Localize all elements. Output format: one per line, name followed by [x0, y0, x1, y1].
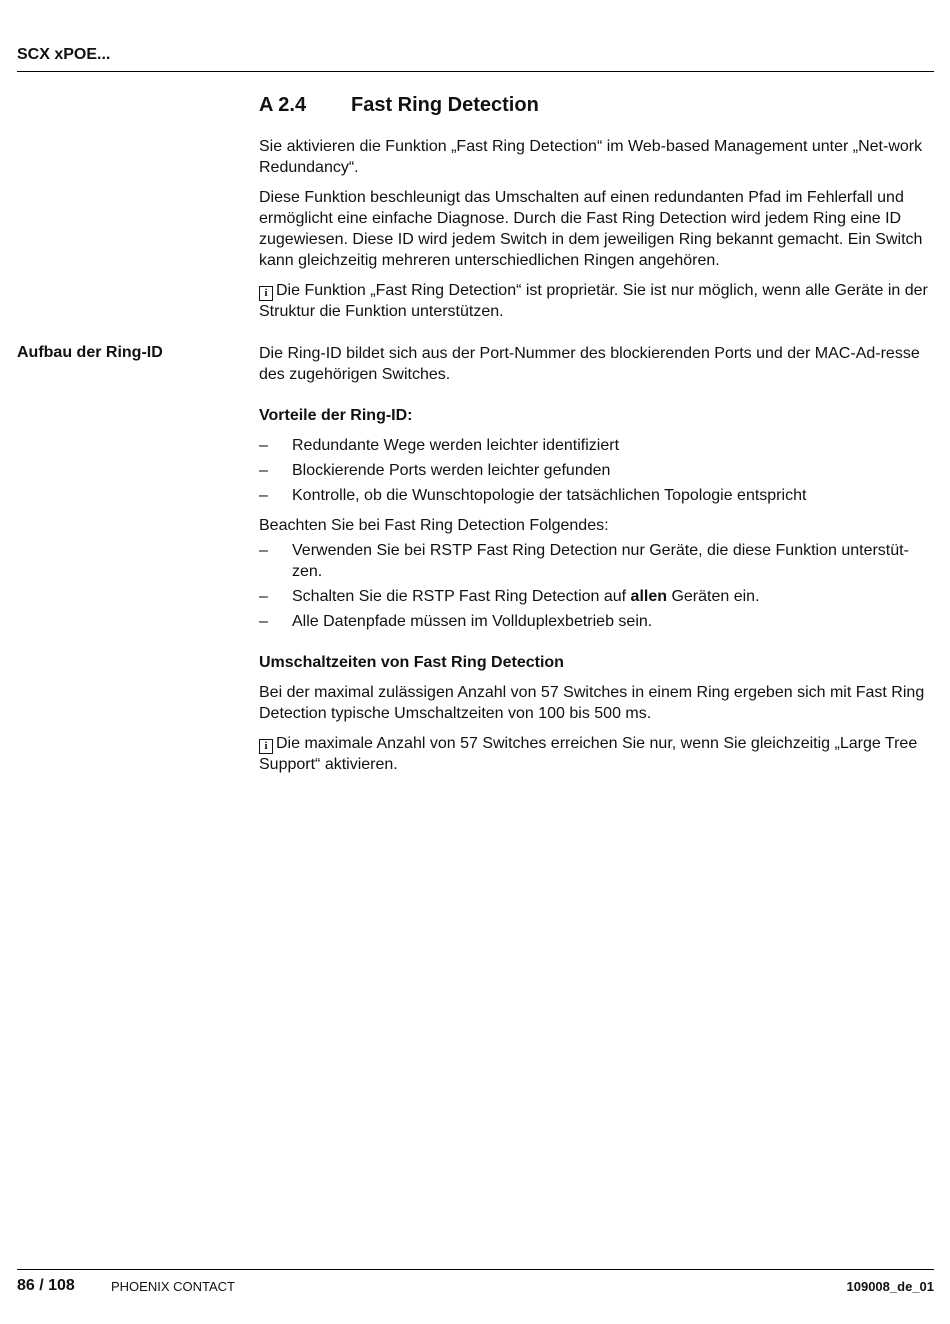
paragraph-ring-id: Die Ring-ID bildet sich aus der Port-Nummer des blockierenden Ports und der MAC-Ad-resse des zugehörigen Switches. — [259, 345, 920, 383]
section-heading — [259, 94, 539, 117]
paragraph-intro: Sie aktivieren die Funktion „Fast Ring Detection“ im Web-based Management unter „Net-work Redundancy“. — [259, 138, 923, 176]
main-content — [259, 136, 934, 784]
list-item: – Kontrolle, ob die Wunschtopologie der tatsächlichen Topologie entspricht — [259, 485, 934, 506]
side-label-ring-id: Aufbau der Ring-ID — [17, 344, 163, 361]
paragraph-switching-times: Bei der maximal zulässigen Anzahl von 57 Switches in einem Ring ergeben sich mit Fast Ring Detection typische Umschaltzeiten von 100 bis 500 ms. — [259, 684, 925, 722]
list-item: – Verwenden Sie bei RSTP Fast Ring Detection nur Geräte, die diese Funktion unterstüt-zen. — [259, 540, 934, 582]
list-item: – Redundante Wege werden leichter identifiziert — [259, 435, 934, 456]
footer-divider — [17, 1269, 934, 1270]
list-item — [259, 586, 934, 607]
info-icon: i — [259, 739, 273, 754]
list-item: – Blockierende Ports werden leichter gefunden — [259, 460, 934, 481]
header-divider — [17, 71, 934, 72]
list-item: – Alle Datenpfade müssen im Vollduplexbetrieb sein. — [259, 611, 934, 632]
advantages-list — [259, 435, 934, 506]
section-title: Fast Ring Detection — [351, 94, 539, 116]
paragraph-description: Diese Funktion beschleunigt das Umschalten auf einen redundanten Pfad im Fehlerfall und ermöglicht eine einfache Diagnose. Durch die Fast Ring Detection wird jedem Ring eine ID zugewiesen. Diese ID wird jedem Switch in dem jeweiligen Ring bekannt gemacht. Ein Switch kann gleichzeitig mehreren unterschiedlichen Ringen angehören. — [259, 189, 923, 269]
note-proprietary-text: Die Funktion „Fast Ring Detection“ ist proprietär. Sie ist nur möglich, wenn alle Geräte in der Struktur die Funktion unterstützen. — [259, 282, 928, 320]
page-number: 86 / 108 — [17, 1277, 75, 1294]
document-id: 109008_de_01 — [846, 1279, 934, 1294]
section-number: A 2.4 — [259, 94, 307, 116]
subheading-advantages: Vorteile der Ring-ID: — [259, 407, 413, 424]
company-name: PHOENIX CONTACT — [111, 1279, 235, 1294]
note-large-tree-text: Die maximale Anzahl von 57 Switches erreichen Sie nur, wenn Sie gleichzeitig „Large Tree Support“ aktivieren. — [259, 735, 918, 773]
subheading-switching-times: Umschaltzeiten von Fast Ring Detection — [259, 654, 564, 671]
list-item-emphasis: allen — [630, 588, 668, 605]
note-proprietary — [259, 280, 934, 322]
document-header-title: SCX xPOE... — [17, 46, 111, 63]
notes-list — [259, 540, 934, 632]
list-item-text: Schalten Sie die RSTP Fast Ring Detection auf — [292, 588, 631, 605]
info-icon: i — [259, 286, 273, 301]
list-item-text: Geräten ein. — [667, 588, 760, 605]
note-large-tree — [259, 733, 934, 775]
paragraph-notes-intro: Beachten Sie bei Fast Ring Detection Folgendes: — [259, 517, 609, 534]
